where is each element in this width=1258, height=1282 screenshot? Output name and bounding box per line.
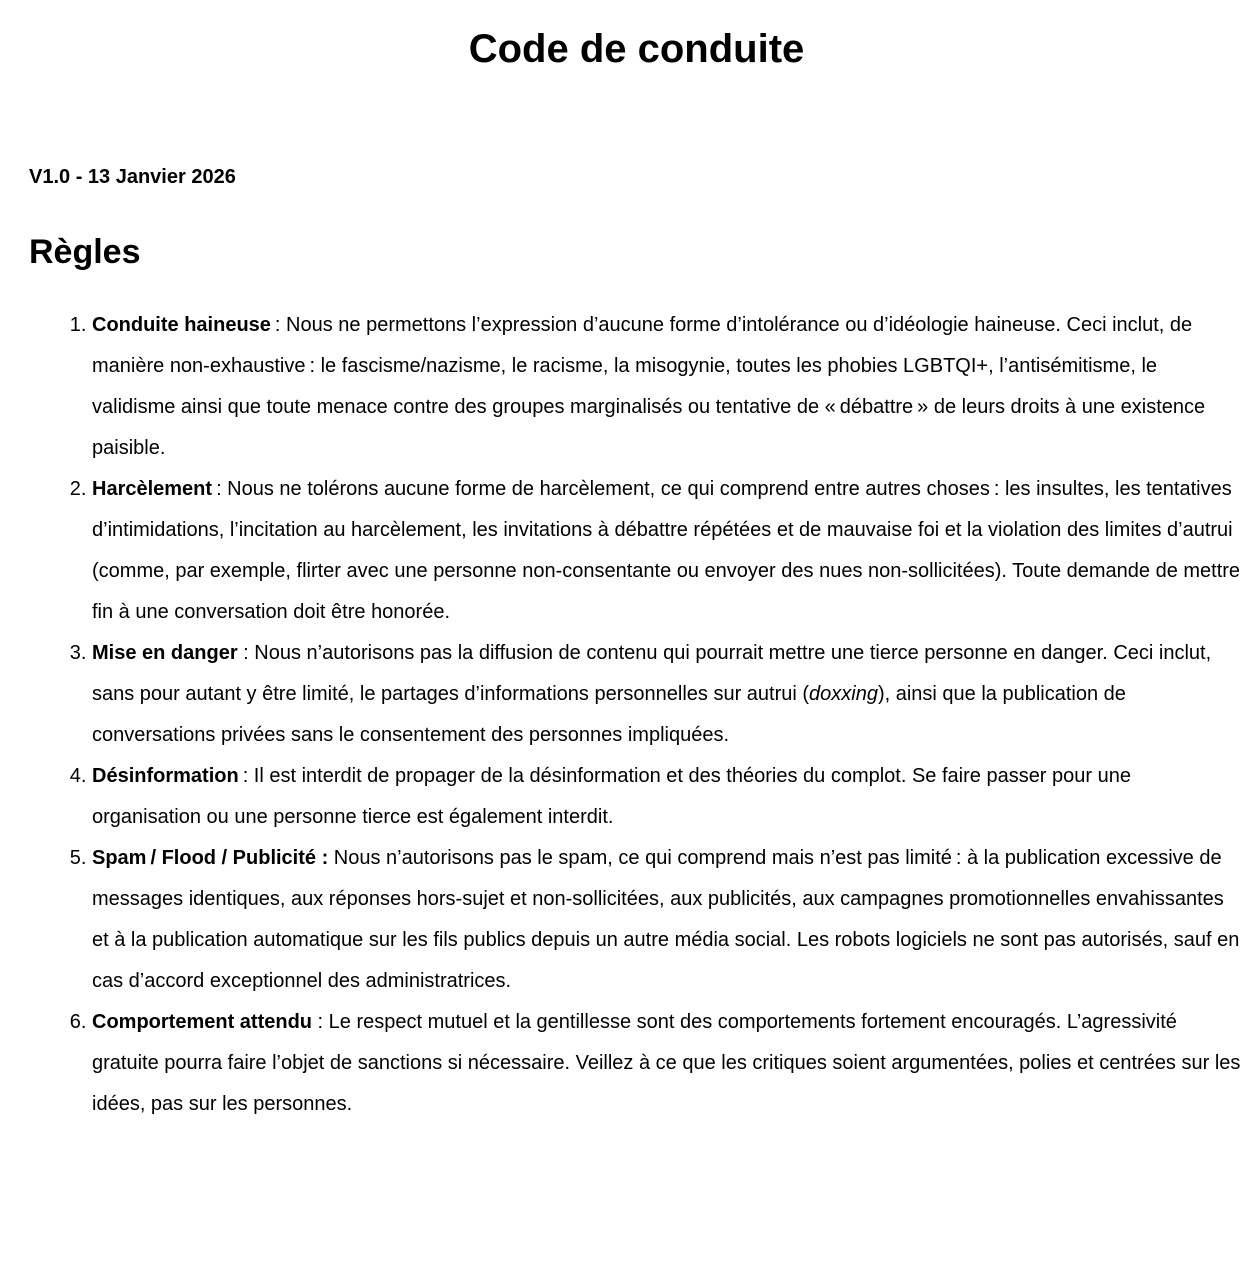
rule-term: Conduite haineuse <box>92 314 271 336</box>
document-page <box>0 24 1258 1282</box>
rule-item <box>92 838 1244 1002</box>
rule-item <box>92 633 1244 756</box>
section-heading-rules: Règles <box>29 233 141 271</box>
rule-item <box>92 1002 1244 1125</box>
rule-term: Désinformation <box>92 765 239 787</box>
rule-text: ), ainsi que la publication de conversations privées sans le consentement des personnes impliquées. <box>92 683 1126 746</box>
rule-item <box>92 756 1244 838</box>
rule-text: : Nous ne permettons l’expression d’aucune forme d’intolérance ou d’idéologie haineuse. Ceci inclut, de manière non-exhaustive : le fascisme/nazisme, le racisme, la misogynie, toutes les phobies LGBTQI+, l’antisémitisme, le validisme ainsi que toute menace contre des groupes marginalisés ou tentative de « débattre » de leurs droits à une existence paisible. <box>92 314 1206 459</box>
rule-item <box>92 469 1244 633</box>
rule-term: Harcèlement <box>92 478 213 500</box>
rule-term: Spam / Flood / Publicité : <box>92 847 329 869</box>
rule-text: : Nous n’autorisons pas la diffusion de contenu qui pourrait mettre une tierce personne en danger. Ceci inclut, sans pour autant y être limité, le partages d’informations personnelles sur autrui ( <box>92 642 1212 705</box>
rule-text: Nous n’autorisons pas le spam, ce qui comprend mais n’est pas limité : à la publication excessive de messages identiques, aux réponses hors-sujet et non-sollicitées, aux publicités, aux campagnes promotionnelles envahissantes et à la publication automatique sur les fils publics depuis un autre média social. Les robots logiciels ne sont pas autorisés, sauf en cas d’accord exceptionnel des administratrices. <box>92 847 1240 992</box>
rule-italic-term: doxxing <box>809 683 878 705</box>
page-title: Code de conduite <box>468 27 805 71</box>
rule-text: : Nous ne tolérons aucune forme de harcèlement, ce qui comprend entre autres choses : les insultes, les tentatives d’intimidations, l’incitation au harcèlement, les invitations à débattre répétées et de mauvaise foi et la violation des limites d’autrui (comme, par exemple, flirter avec une personne non-consentante ou envoyer des nues non-sollicitées). Toute demande de mettre fin à une conversation doit être honorée. <box>92 478 1241 623</box>
rule-text: : Il est interdit de propager de la désinformation et des théories du complot. Se faire passer pour une organisation ou une personne tierce est également interdit. <box>92 765 1131 828</box>
rule-text: : Le respect mutuel et la gentillesse sont des comportements fortement encouragés. L’agressivité gratuite pourra faire l’objet de sanctions si nécessaire. Veillez à ce que les critiques soient argumentées, polies et centrées sur les idées, pas sur les personnes. <box>92 1011 1241 1115</box>
rule-item <box>92 305 1244 469</box>
version-line: V1.0 - 13 Janvier 2026 <box>29 166 236 188</box>
rule-term: Comportement attendu <box>92 1011 312 1033</box>
rule-term: Mise en danger <box>92 642 238 664</box>
rules-list <box>29 305 1244 1125</box>
